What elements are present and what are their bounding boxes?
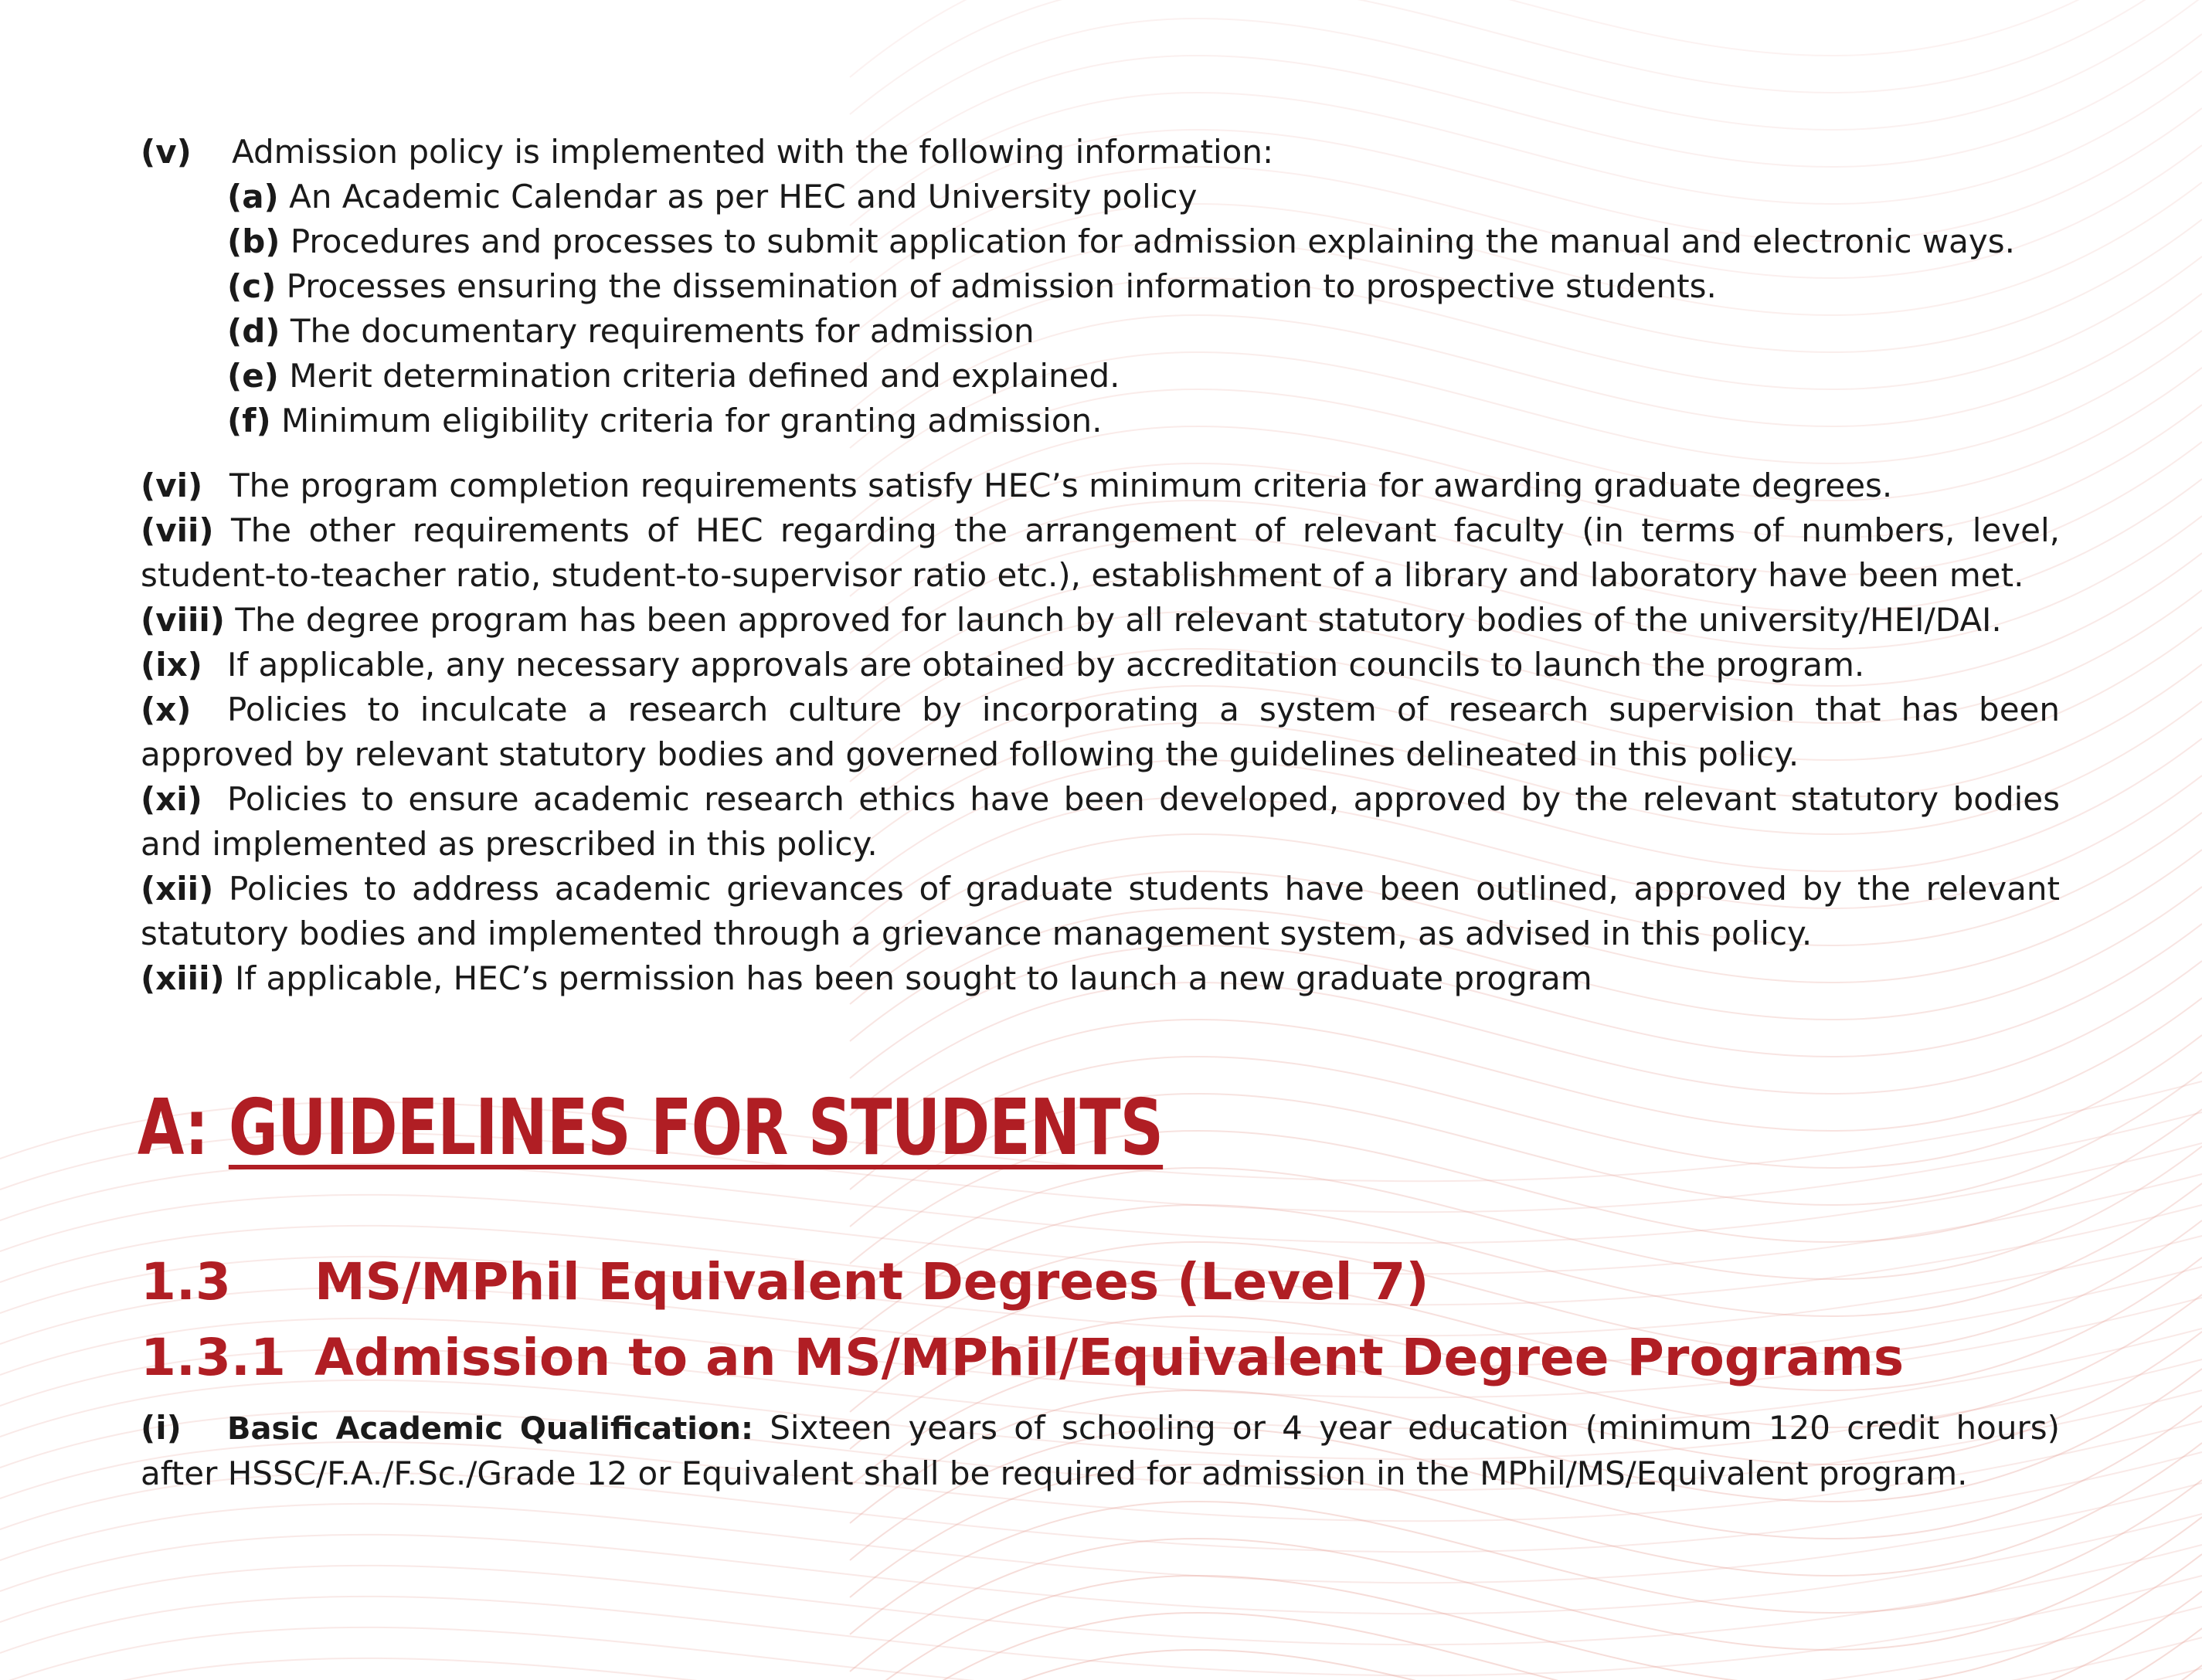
criterion-vii: (vii) The other requirements of HEC regarding the arrangement of relevant faculty (in terms of numbers, level, student-to-teacher ratio, student-to-supervisor ratio etc.), establishment of a library and laboratory have been met. [141,511,2060,594]
sub-item-a: (a) An Academic Calendar as per HEC and University policy [227,178,1198,216]
criterion-viii: (viii) The degree program has been approved for launch by all relevant statutory bodies of the university/HEI/DAI. [141,601,2002,639]
subsection-1-3-1-heading [141,1327,1904,1389]
subsection-number: 1.3 [141,1252,231,1312]
criterion-v [141,130,1273,175]
criterion-number: (v) [141,133,192,171]
qualification-label: Basic Academic Qualification: [227,1411,753,1447]
criterion-xiii: (xiii) If applicable, HEC’s permission has been sought to launch a new graduate program [141,959,1592,997]
criterion-ix: (ix) If applicable, any necessary approvals are obtained by accreditation councils to launch the program. [141,646,1865,684]
section-prefix: A: [138,1082,209,1173]
sub-item-f: (f) Minimum eligibility criteria for granting admission. [227,402,1103,440]
subsection-number: 1.3.1 [141,1328,286,1387]
criterion-text: Admission policy is implemented with the following information: [232,133,1274,171]
item-i-basic-qualification: (i) Basic Academic Qualification: Sixteen years of schooling or 4 year education (minimum 120 credit hours) after HSSC/F.A./F.Sc./Grade 12 or Equivalent shall be required for admission in the MPhil/MS/Equivalent program. [141,1409,2060,1492]
sub-item-d: (d) The documentary requirements for admission [227,312,1035,350]
sub-item-c: (c) Processes ensuring the dissemination of admission information to prospective students. [227,267,1717,305]
subsection-1-3-heading [141,1251,1429,1313]
criterion-xii: (xii) Policies to address academic grievances of graduate students have been outlined, approved by the relevant statutory bodies and implemented through a grievance management system, as advised in this policy. [141,870,2060,952]
section-title: GUIDELINES FOR STUDENTS [228,1082,1164,1173]
sub-item-b: (b) Procedures and processes to submit application for admission explaining the manual and electronic ways. [227,222,2015,260]
section-heading [138,1081,1163,1174]
criterion-vi: (vi) The program completion requirements satisfy HEC’s minimum criteria for awarding graduate degrees. [141,467,1893,504]
subsection-title: Admission to an MS/MPhil/Equivalent Degree Programs [314,1328,1905,1387]
criterion-xi: (xi) Policies to ensure academic research ethics have been developed, approved by the relevant statutory bodies and implemented as prescribed in this policy. [141,780,2060,863]
criterion-x: (x) Policies to inculcate a research culture by incorporating a system of research supervision that has been approved by relevant statutory bodies and governed following the guidelines delineated in this policy. [141,691,2060,773]
subsection-title: MS/MPhil Equivalent Degrees (Level 7) [314,1252,1429,1312]
sub-item-e: (e) Merit determination criteria defined and explained. [227,357,1120,395]
